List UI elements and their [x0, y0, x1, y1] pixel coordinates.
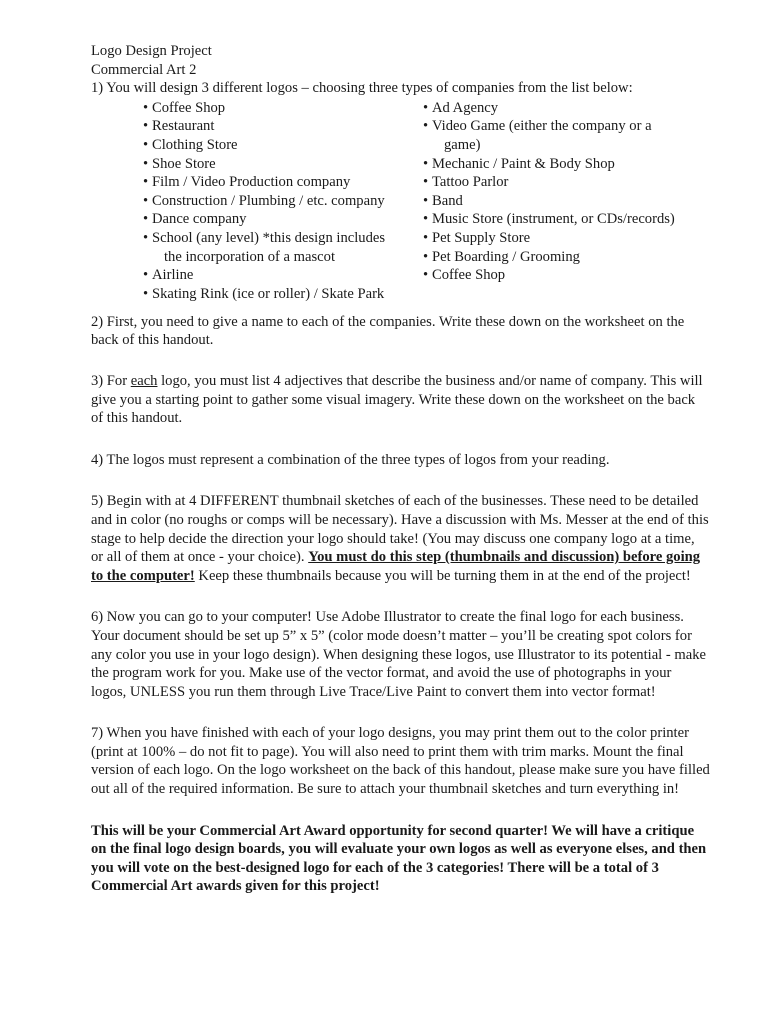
list-item-continuation: game)	[444, 136, 481, 153]
instruction-3-rest: logo, you must list 4 adjectives that describe the business and/or name of company. This will give you a starting point to gather some visual imagery. Write these down on the worksheet on the back of this handout.	[91, 372, 703, 427]
list-item	[143, 155, 413, 174]
instruction-3-start: 3) For	[91, 372, 131, 389]
list-item	[143, 266, 413, 285]
list-item	[423, 229, 723, 248]
instruction-4: 4) The logos must represent a combination of the three types of logos from your reading.	[91, 451, 610, 468]
list-item-label: Construction / Plumbing / etc. company	[152, 192, 385, 209]
list-item	[423, 266, 723, 285]
list-item-label: Pet Boarding / Grooming	[432, 248, 580, 265]
list-item-label: Clothing Store	[152, 136, 238, 153]
list-item	[143, 285, 413, 304]
list-item-label: Band	[432, 192, 463, 209]
list-item-label: Dance company	[152, 211, 247, 228]
list-item-label: Shoe Store	[152, 155, 216, 172]
list-item	[423, 248, 723, 267]
document-subtitle: Commercial Art 2	[91, 61, 197, 78]
document-header	[91, 42, 710, 79]
award-notice: This will be your Commercial Art Award opportunity for second quarter! We will have a critique on the final logo design boards, you will evaluate your own logos as well as everyone elses, and then you will vote on the best-designed logo for each of the 3 categories! There will be a total of 3 Commercial Art awards given for this project!	[91, 822, 707, 895]
company-list-left	[143, 99, 413, 304]
list-item-label: School (any level) *this design includes	[152, 229, 386, 246]
list-item	[423, 173, 723, 192]
list-item	[423, 117, 723, 154]
company-list-right	[423, 99, 723, 285]
list-item-continuation: the incorporation of a mascot	[164, 248, 336, 265]
list-item	[143, 173, 413, 192]
list-item	[143, 136, 413, 155]
list-item	[143, 229, 413, 266]
list-item	[423, 99, 723, 118]
list-item	[423, 192, 723, 211]
list-item-label: Ad Agency	[432, 99, 499, 116]
list-item-label: Video Game (either the company or a	[432, 118, 652, 135]
list-item-label: Coffee Shop	[152, 99, 226, 116]
instruction-5-start: 5) Begin with at 4 DIFFERENT thumbnail sketches of each of the businesses. These need to be detailed and in color (no roughs or comps will be necessary). Have a discussion with Ms. Messer at the end of this stage to help decide the direction your logo should take! (You may discuss one company logo at a time, or all of them at once - your choice).	[91, 493, 709, 566]
document-title: Logo Design Project	[91, 43, 212, 59]
list-item-label: Film / Video Production company	[152, 174, 351, 191]
list-item-label: Restaurant	[152, 118, 215, 135]
list-item	[143, 192, 413, 211]
list-item	[423, 210, 723, 229]
instruction-1: 1) You will design 3 different logos – choosing three types of companies from the list below:	[91, 80, 633, 97]
instruction-7: 7) When you have finished with each of your logo designs, you may print them out to the color printer (print at 100% – do not fit to page). You will also need to print them with trim marks. Mount the final version of each logo. On the logo worksheet on the back of this handout, please make sure you have filled out all of the required information. Be sure to attach your thumbnail sketches and turn everything in!	[91, 725, 710, 798]
list-item	[143, 210, 413, 229]
list-item-label: Music Store (instrument, or CDs/records)	[432, 211, 675, 228]
instruction-6: 6) Now you can go to your computer! Use Adobe Illustrator to create the final logo for each business. Your document should be set up 5” x 5” (color mode doesn’t matter – you’ll be creating spot colors for any color you use in your logo design). When designing these logos, use Illustrator to its potential - make the program work for you. Make use of the vector format, and avoid the use of photographs in your logos, UNLESS you run them through Live Trace/Live Paint to convert them into vector format!	[91, 609, 706, 700]
list-item-label: Pet Supply Store	[432, 229, 531, 246]
list-item	[143, 117, 413, 136]
list-item	[143, 99, 413, 118]
list-item-label: Skating Rink (ice or roller) / Skate Park	[152, 285, 385, 302]
instruction-3-each: each	[130, 372, 158, 389]
list-item-label: Mechanic / Paint & Body Shop	[432, 155, 615, 172]
list-item-label: Coffee Shop	[432, 267, 506, 284]
instruction-3	[91, 372, 710, 428]
list-item-label: Airline	[152, 267, 194, 284]
instruction-5-rest: Keep these thumbnails because you will be turning them in at the end of the project!	[194, 567, 691, 584]
list-item	[423, 155, 723, 174]
instruction-5	[91, 492, 710, 585]
list-item-label: Tattoo Parlor	[432, 174, 509, 191]
instruction-2: 2) First, you need to give a name to each of the companies. Write these down on the worksheet on the back of this handout.	[91, 313, 685, 349]
company-type-lists	[91, 99, 710, 303]
instruction-5-emphasis: You must do this step (thumbnails and discussion) before going to the computer!	[91, 549, 701, 584]
